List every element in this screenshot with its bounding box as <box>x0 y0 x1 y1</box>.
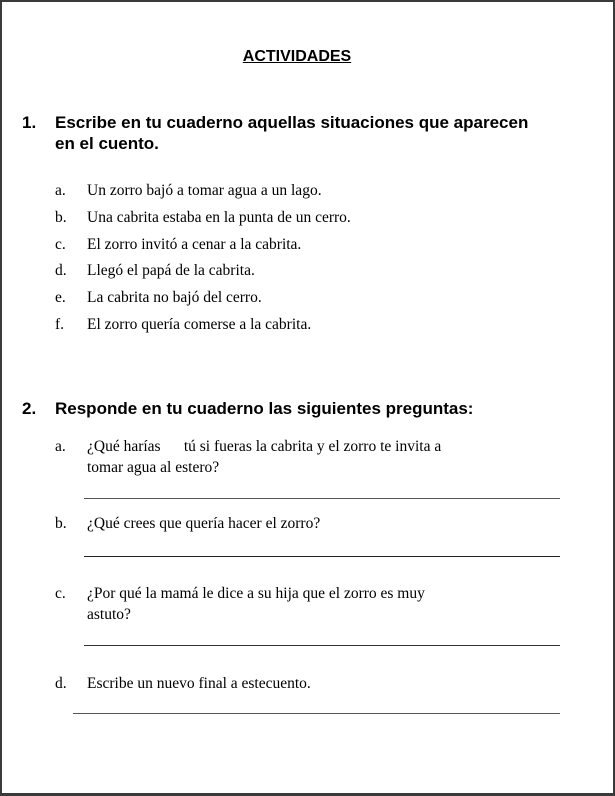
list-item: El zorro quería comerse a la cabrita. <box>87 316 312 333</box>
question-label: a. <box>55 438 66 455</box>
question-label: b. <box>55 515 67 532</box>
list-item-label: c. <box>55 236 66 253</box>
list-item-label: f. <box>55 316 65 333</box>
list-item-label: b. <box>55 209 67 226</box>
section-2-heading: Responde en tu cuaderno las siguientes preguntas: <box>55 399 474 418</box>
question-label: d. <box>55 675 67 692</box>
question-text: ¿Qué harías tú si fueras la cabrita y el zorro te invita a <box>87 438 442 455</box>
list-item: La cabrita no bajó del cerro. <box>87 289 262 306</box>
section-1-heading-cont: en el cuento. <box>55 134 159 153</box>
list-item: Una cabrita estaba en la punta de un cerro. <box>87 209 351 226</box>
list-item-label: e. <box>55 289 66 306</box>
list-item: Llegó el papá de la cabrita. <box>87 262 255 279</box>
answer-line <box>84 556 560 557</box>
question-text: ¿Qué crees que quería hacer el zorro? <box>87 515 321 532</box>
answer-line <box>84 498 560 499</box>
list-item-label: d. <box>55 262 67 279</box>
list-item-label: a. <box>55 182 66 199</box>
answer-line <box>84 645 560 646</box>
question-label: c. <box>55 585 66 602</box>
list-item: Un zorro bajó a tomar agua a un lago. <box>87 182 322 199</box>
section-2-number: 2. <box>22 399 37 418</box>
page-title: ACTIVIDADES <box>242 48 352 65</box>
answer-line <box>73 713 560 714</box>
section-1-number: 1. <box>22 113 37 132</box>
question-text-cont: astuto? <box>87 606 131 623</box>
question-text: ¿Por qué la mamá le dice a su hija que el zorro es muy <box>87 585 425 602</box>
question-text-cont: tomar agua al estero? <box>87 459 220 476</box>
list-item: El zorro invitó a cenar a la cabrita. <box>87 236 302 253</box>
section-1-heading: Escribe en tu cuaderno aquellas situaciones que aparecen <box>55 113 529 132</box>
question-text: Escribe un nuevo final a estecuento. <box>87 675 311 692</box>
